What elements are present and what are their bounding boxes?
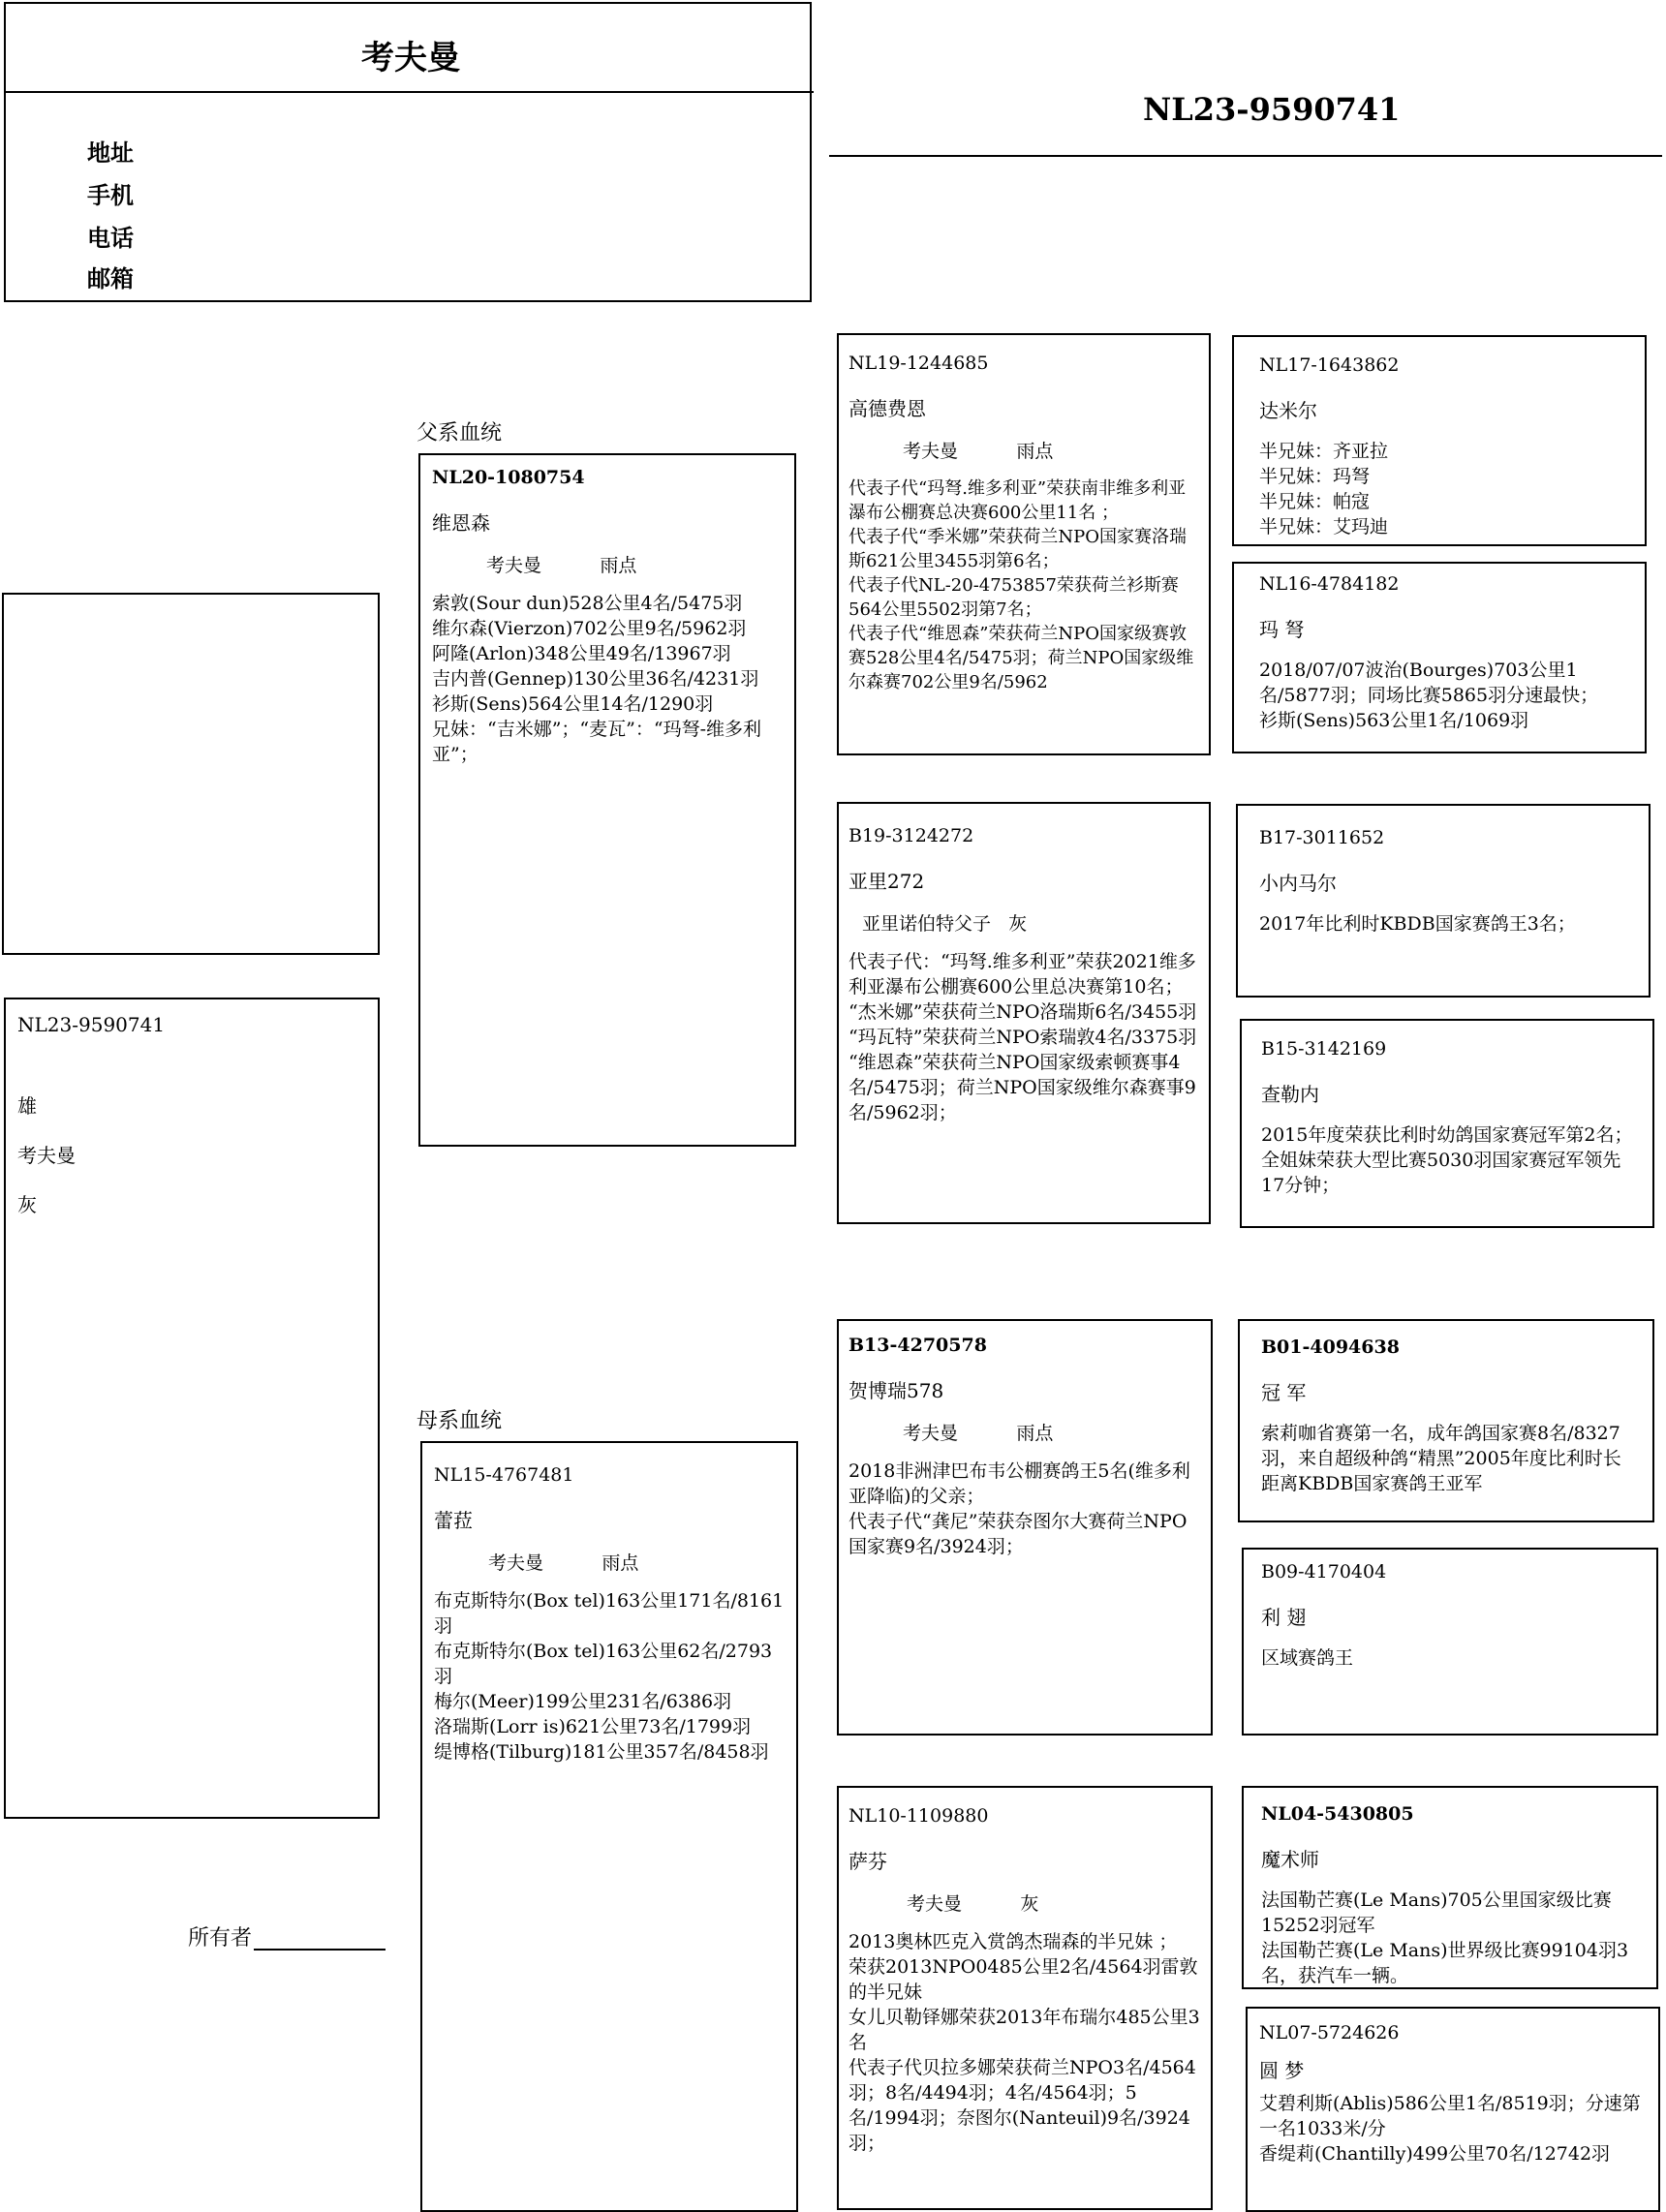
sire-dam-card [837,802,1211,1224]
dam-meta: 考夫曼 雨点 [488,1552,639,1574]
dam-ring: NL15-4767481 [434,1464,574,1486]
sire-sire-name: 高德费恩 [848,397,926,420]
dam-sire-dam-card [1242,1548,1658,1736]
contact-email-label: 邮箱 [87,264,134,292]
dam-sire-ring: B13-4270578 [848,1335,987,1356]
dam-results: 布克斯特尔(Box tel)163公里171名/8161羽 布克斯特尔(Box tel)163公里62名/2793羽 梅尔(Meer)199公里231名/6386羽 洛瑞斯(Lorr is)621公里73名/1799羽 缇博格(Tilburg)181公里357名/8458羽 [434,1590,785,1763]
dam-dam-sire-ring: NL04-5430805 [1261,1803,1414,1825]
sire-dam-sire-card [1236,804,1651,998]
dam-sire-sire-results: 索莉咖省赛第一名，成年鸽国家赛8名/8327羽，来自超级种鸽“精黑”2005年度比利时长距离KBDB国家赛鸽王亚军 [1261,1423,1621,1494]
dam-card [420,1441,798,2212]
ring-number-title: NL23-9590741 [1143,91,1401,128]
sire-results: 索敦(Sour dun)528公里4名/5475羽 维尔森(Vierzon)702公里9名/5962羽 阿隆(Arlon)348公里49名/13967羽 吉内普(Gennep)130公里36名/4231羽 衫斯(Sens)564公里14名/1290羽 兄妹：“吉米娜”；“麦瓦”：“玛弩-维多利亚”； [432,593,761,765]
sire-sire-sire-ring: NL17-1643862 [1259,354,1400,376]
dam-dam-dam-name: 圆 梦 [1259,2059,1305,2082]
contact-mobile-label: 手机 [87,181,134,209]
dam-dam-results: 2013奥林匹克入赏鸽杰瑞森的半兄妹 ； 荣获2013NPO0485公里2名/4564羽雷敦的半兄妹 女儿贝勒铎娜荣获2013年布瑞尔485公里3名 代表子代贝拉多娜荣获荷兰NPO3名/4564羽；8名/4494羽；4名/4564羽；5名/1994羽；奈图尔(Nanteuil)9名/3924羽； [848,1931,1200,2154]
sire-name: 维恩森 [432,511,490,535]
sire-sire-dam-card [1232,562,1647,753]
sire-dam-sire-name: 小内马尔 [1259,872,1337,895]
subject-ring: NL23-9590741 [17,1013,166,1036]
dam-dam-meta: 考夫曼 灰 [907,1893,1039,1915]
dam-dam-card [837,1786,1213,2210]
dam-sire-sire-card [1238,1319,1654,1522]
sire-dam-dam-card [1240,1019,1654,1228]
sire-sire-sire-name: 达米尔 [1259,399,1317,422]
sire-side-label: 父系血统 [416,421,503,445]
dam-dam-ring: NL10-1109880 [848,1805,989,1827]
dam-dam-dam-ring: NL07-5724626 [1259,2022,1400,2043]
dam-sire-dam-results: 区域赛鸽王 [1261,1647,1354,1669]
sire-dam-meta: 亚里诺伯特父子 灰 [862,913,1028,935]
sire-sire-dam-ring: NL16-4784182 [1259,573,1400,595]
sire-dam-results: 代表子代：“玛弩.维多利亚”荣获2021维多利亚瀑布公棚赛600公里总决赛第10名； “杰米娜”荣获荷兰NPO洛瑞斯6名/3455羽 “玛瓦特”荣获荷兰NPO索瑞敦4名/3375羽 “维恩森”荣获荷兰NPO国家级索顿赛事4名/5475羽；荷兰NPO国家级维尔森赛事9名/5962羽； [848,951,1197,1123]
breeder-name: 考夫曼 [361,39,460,77]
sire-dam-sire-ring: B17-3011652 [1259,827,1385,848]
sire-sire-results: 代表子代“玛弩.维多利亚”荣获南非维多利亚瀑布公棚赛总决赛600公里11名 ； 代表子代“季米娜”荣获荷兰NPO国家赛洛瑞斯621公里3455羽第6名； 代表子代NL-20-4753857荣获荷兰衫斯赛564公里5502羽第7名； 代表子代“维恩森”荣获荷兰NPO国家级赛敦赛528公里4名/5475羽；荷兰NPO国家级维尔森赛702公里9名/5962 [848,478,1194,692]
contact-address-label: 地址 [87,138,134,167]
subject-color: 灰 [17,1193,37,1216]
sire-sire-sire-card [1232,335,1647,546]
dam-dam-dam-card [1246,2007,1660,2212]
dam-sire-dam-name: 利 翅 [1261,1606,1307,1629]
dam-sire-results: 2018非洲津巴布韦公棚赛鸽王5名(维多利亚降临)的父亲； 代表子代“龚尼”荣获奈图尔大赛荷兰NPO国家赛9名/3924羽； [848,1460,1190,1557]
sire-sire-dam-name: 玛 弩 [1259,618,1305,641]
subject-sex: 雄 [17,1094,37,1118]
owner-signature-line [254,1949,386,1951]
sire-meta: 考夫曼 雨点 [486,555,637,576]
dam-dam-sire-card [1242,1786,1658,1989]
dam-dam-sire-results: 法国勒芒赛(Le Mans)705公里国家级比赛15252羽冠军 法国勒芒赛(Le Mans)世界级比赛99104羽3名，获汽车一辆。 [1261,1889,1629,1986]
dam-name: 蕾菈 [434,1509,473,1532]
sire-sire-card [837,333,1211,755]
dam-sire-meta: 考夫曼 雨点 [903,1423,1054,1444]
dam-sire-card [837,1319,1213,1736]
contact-phone-label: 电话 [87,224,134,252]
owner-label: 所有者 [188,1926,253,1951]
dam-side-label: 母系血统 [416,1409,503,1433]
sire-sire-dam-results: 2018/07/07波治(Bourges)703公里1名/5877羽；同场比赛5865羽分速最快； 衫斯(Sens)563公里1名/1069羽 [1259,660,1599,731]
sire-sire-ring: NL19-1244685 [848,353,989,374]
ring-number-underline [829,155,1662,157]
dam-sire-sire-ring: B01-4094638 [1261,1336,1400,1358]
subject-card [4,998,380,1819]
photo-frame [2,593,380,955]
breeder-header-box [4,2,812,302]
sire-sire-sire-notes: 半兄妹：齐亚拉 半兄妹：玛弩 半兄妹：帕寇 半兄妹：艾玛迪 [1259,441,1389,538]
header-divider [6,91,814,93]
sire-dam-sire-results: 2017年比利时KBDB国家赛鸽王3名； [1259,913,1576,935]
sire-dam-dam-name: 查勒内 [1261,1083,1319,1106]
dam-dam-name: 萨芬 [848,1850,887,1873]
subject-breeder: 考夫曼 [17,1144,76,1167]
sire-sire-meta: 考夫曼 雨点 [903,441,1054,462]
sire-dam-dam-results: 2015年度荣获比利时幼鸽国家赛冠军第2名；全姐妹荣获大型比赛5030羽国家赛冠军领先17分钟； [1261,1124,1633,1196]
dam-dam-sire-name: 魔术师 [1261,1848,1319,1871]
sire-card [418,453,796,1147]
dam-sire-dam-ring: B09-4170404 [1261,1561,1387,1582]
sire-dam-ring: B19-3124272 [848,825,974,846]
sire-dam-name: 亚里272 [848,870,925,893]
sire-dam-dam-ring: B15-3142169 [1261,1038,1387,1060]
dam-sire-sire-name: 冠 军 [1261,1381,1307,1404]
dam-dam-dam-results: 艾碧利斯(Ablis)586公里1名/8519羽；分速第一名1033米/分 香缇莉(Chantilly)499公里70名/12742羽 [1259,2093,1641,2165]
sire-ring: NL20-1080754 [432,467,585,488]
dam-sire-name: 贺博瑞578 [848,1379,944,1402]
